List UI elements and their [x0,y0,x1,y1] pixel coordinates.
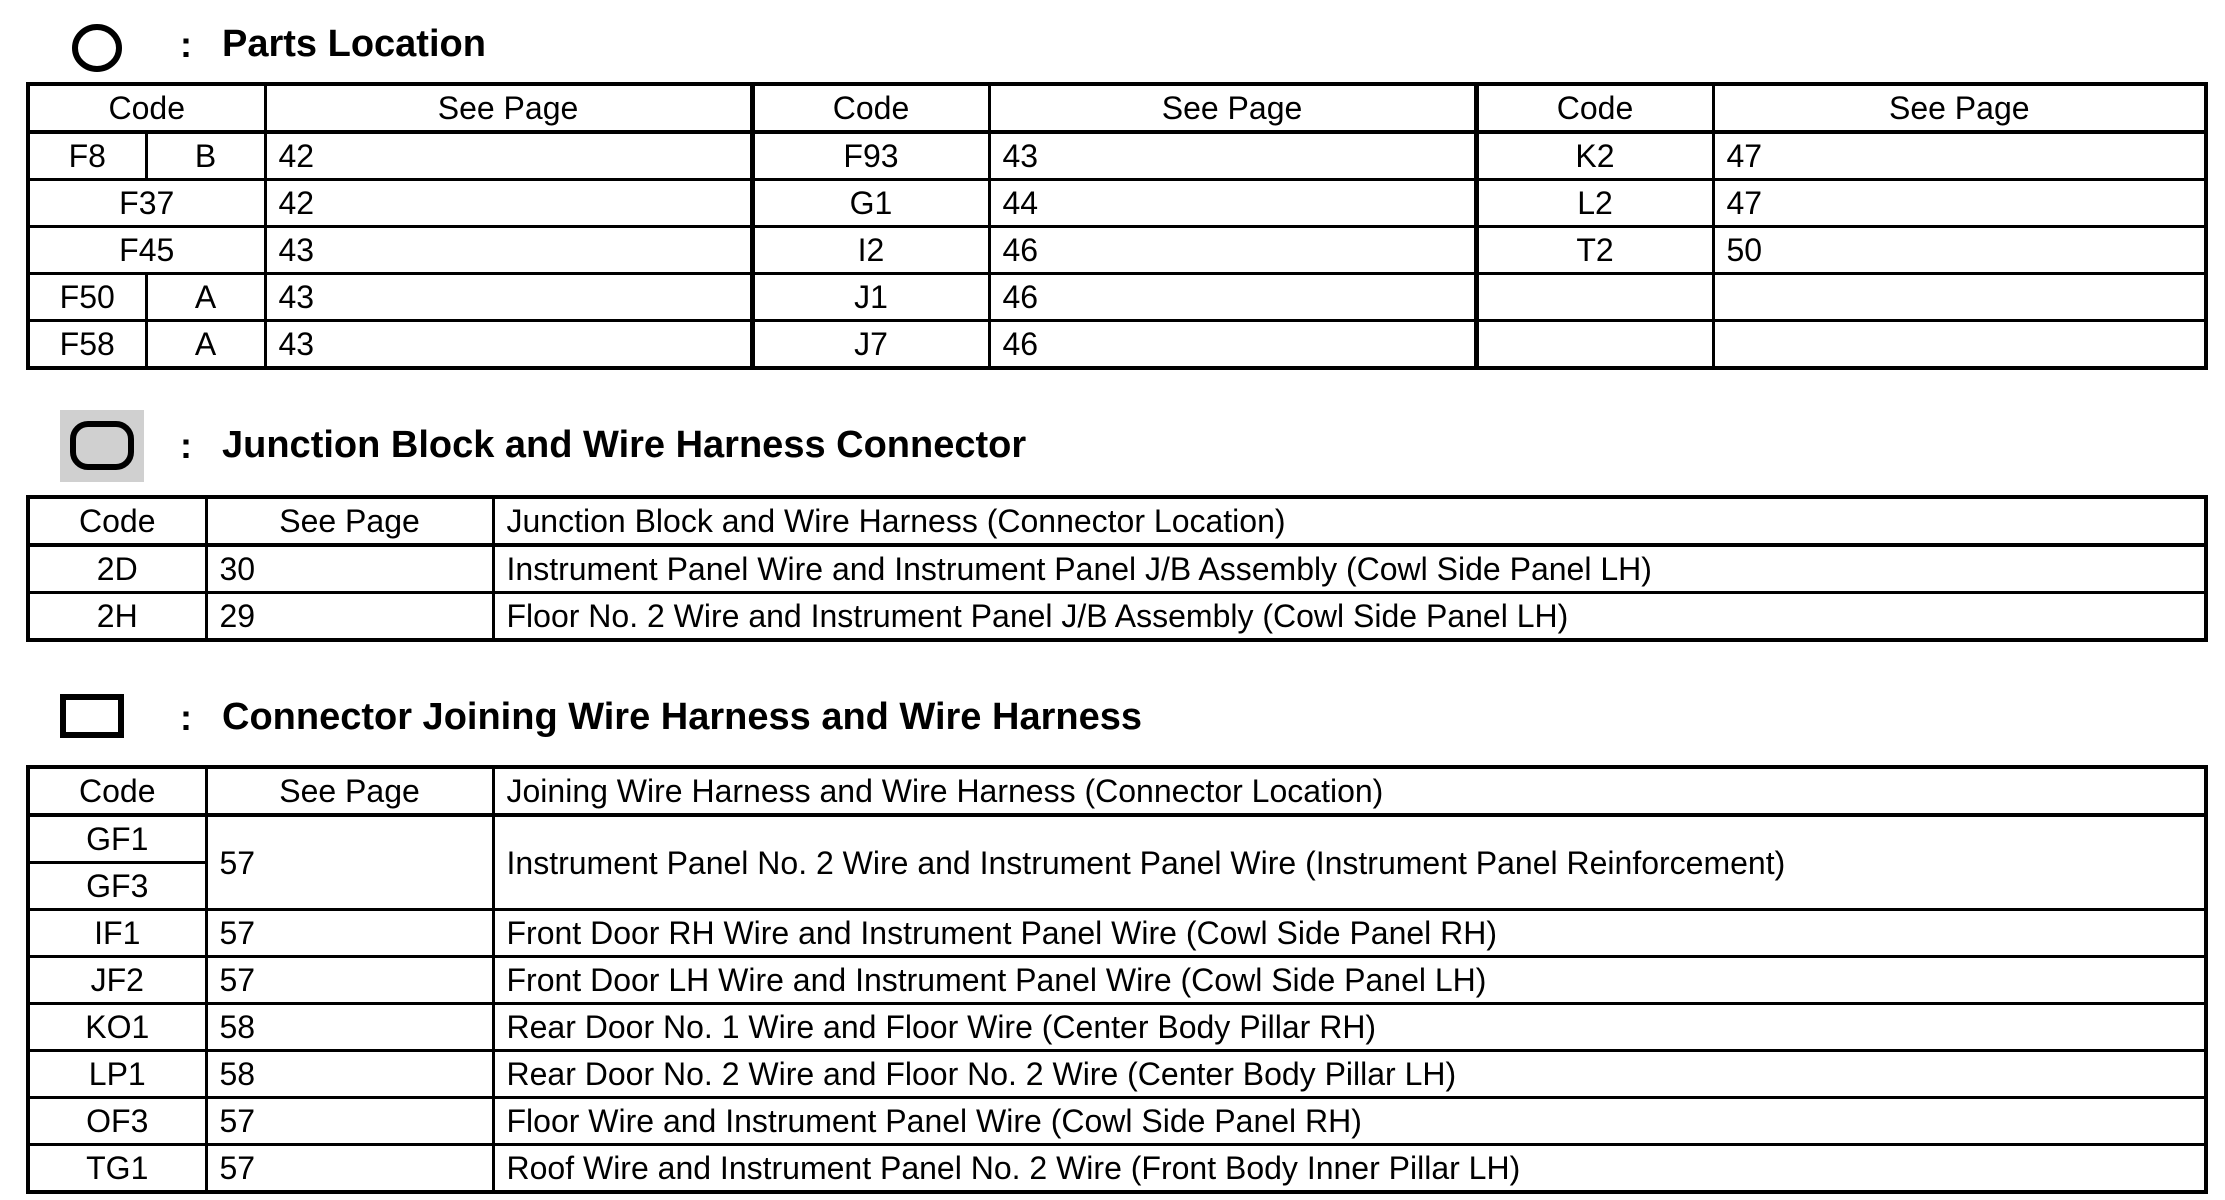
page-cell: 46 [989,321,1476,369]
page-cell: 57 [206,1098,493,1145]
code-cell: I2 [752,227,989,274]
code-cell: F45 [28,227,265,274]
page-cell: 57 [206,910,493,957]
description-cell: Floor No. 2 Wire and Instrument Panel J/B Assembly (Cowl Side Panel LH) [493,593,2206,641]
page-cell: 42 [265,132,752,180]
header-description: Joining Wire Harness and Wire Harness (Connector Location) [493,767,2206,815]
page-cell: 43 [265,227,752,274]
page-cell: 46 [989,274,1476,321]
junction-block-table [26,495,2208,642]
code-cell: L2 [1476,180,1713,227]
code-cell: GF1 [28,815,206,863]
description-cell: Rear Door No. 1 Wire and Floor Wire (Center Body Pillar RH) [493,1004,2206,1051]
header-code: Code [752,84,989,132]
table-row [28,227,2206,274]
description-cell: Instrument Panel Wire and Instrument Panel J/B Assembly (Cowl Side Panel LH) [493,545,2206,593]
description-cell: Roof Wire and Instrument Panel No. 2 Wire (Front Body Inner Pillar LH) [493,1145,2206,1193]
sub-code-cell: B [146,132,265,180]
header-code: Code [28,84,265,132]
description-cell: Rear Door No. 2 Wire and Floor No. 2 Wire (Center Body Pillar LH) [493,1051,2206,1098]
code-cell: F50 [28,274,146,321]
code-cell: LP1 [28,1051,206,1098]
header-code: Code [1476,84,1713,132]
page-cell: 43 [265,321,752,369]
page-cell: 30 [206,545,493,593]
code-cell: OF3 [28,1098,206,1145]
page-cell: 43 [989,132,1476,180]
header-see-page: See Page [1713,84,2206,132]
rect-icon [60,694,126,740]
table-row [28,910,2206,957]
page-cell: 47 [1713,180,2206,227]
section-colon: : [180,425,192,466]
page-cell: 42 [265,180,752,227]
code-cell: F58 [28,321,146,369]
code-cell: K2 [1476,132,1713,180]
code-cell: TG1 [28,1145,206,1193]
code-cell: KO1 [28,1004,206,1051]
code-cell [1476,274,1713,321]
code-cell: J7 [752,321,989,369]
header-see-page: See Page [265,84,752,132]
section-colon: : [180,697,192,738]
code-cell: 2H [28,593,206,641]
circle-icon [70,22,124,74]
page-cell: 44 [989,180,1476,227]
table-row [28,274,2206,321]
code-cell: F93 [752,132,989,180]
page-cell: 46 [989,227,1476,274]
page-cell: 57 [206,815,493,910]
code-cell: F8 [28,132,146,180]
table-row [28,593,2206,641]
page-cell: 43 [265,274,752,321]
table-row [28,321,2206,369]
sub-code-cell: A [146,321,265,369]
header-see-page: See Page [206,767,493,815]
section-colon: : [180,24,192,65]
description-cell: Instrument Panel No. 2 Wire and Instrument Panel Wire (Instrument Panel Reinforcement) [493,815,2206,910]
parts-location-table [26,82,2208,370]
code-cell: T2 [1476,227,1713,274]
code-cell: F37 [28,180,265,227]
joining-connector-table [26,765,2208,1194]
header-see-page: See Page [989,84,1476,132]
page-cell: 47 [1713,132,2206,180]
section-title: Connector Joining Wire Harness and Wire Harness [222,696,1142,738]
table-row [28,1004,2206,1051]
code-cell: J1 [752,274,989,321]
rounded-rect-icon [60,410,144,482]
code-cell: G1 [752,180,989,227]
page-cell: 29 [206,593,493,641]
description-cell: Front Door LH Wire and Instrument Panel Wire (Cowl Side Panel LH) [493,957,2206,1004]
description-cell: Front Door RH Wire and Instrument Panel Wire (Cowl Side Panel RH) [493,910,2206,957]
code-cell: GF3 [28,863,206,910]
code-cell [1476,321,1713,369]
table-row [28,132,2206,180]
page-cell: 58 [206,1004,493,1051]
table-row [28,1098,2206,1145]
code-cell: JF2 [28,957,206,1004]
table-header [28,497,2206,545]
header-see-page: See Page [206,497,493,545]
page-cell: 58 [206,1051,493,1098]
code-cell: IF1 [28,910,206,957]
header-description: Junction Block and Wire Harness (Connector Location) [493,497,2206,545]
table-header [28,84,2206,132]
sub-code-cell: A [146,274,265,321]
section-title: Parts Location [222,23,486,65]
section-title: Junction Block and Wire Harness Connector [222,424,1027,466]
table-header [28,767,2206,815]
page-cell: 57 [206,1145,493,1193]
page-cell [1713,321,2206,369]
header-code: Code [28,497,206,545]
table-row [28,1145,2206,1193]
table-row [28,545,2206,593]
page-cell [1713,274,2206,321]
code-cell: 2D [28,545,206,593]
table-row [28,1051,2206,1098]
table-row [28,180,2206,227]
description-cell: Floor Wire and Instrument Panel Wire (Cowl Side Panel RH) [493,1098,2206,1145]
page-cell: 50 [1713,227,2206,274]
page-cell: 57 [206,957,493,1004]
header-code: Code [28,767,206,815]
table-row [28,815,2206,863]
table-row [28,957,2206,1004]
